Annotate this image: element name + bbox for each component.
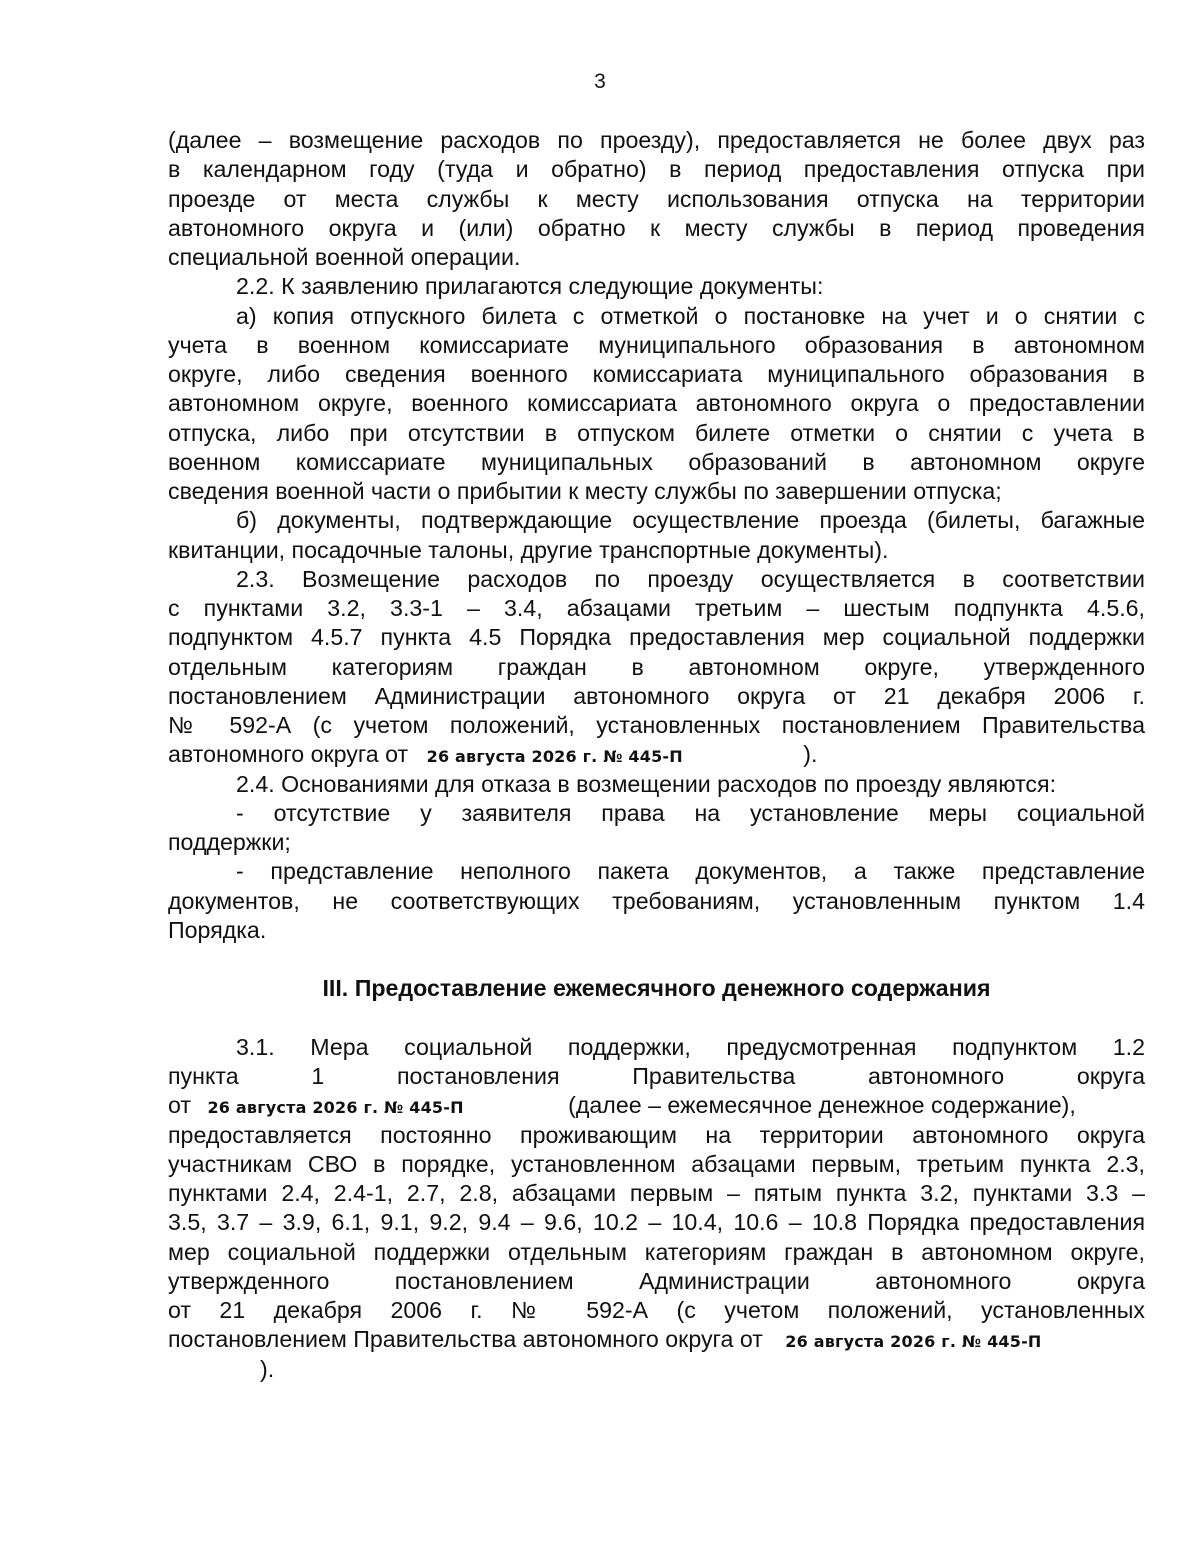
text-fragment: автономного округа от [168,741,409,768]
text-fragment: ). [803,741,818,768]
text-line: пункта 1 постановления Правительства автономного округа [168,1063,1145,1089]
text-line: проезде от места службы к месту использования отпуска на территории [168,185,1145,212]
text-fragment: от [168,1092,192,1119]
text-fragment: (далее – ежемесячное денежное содержание), [568,1092,1076,1119]
paragraph-2-2-b: б) документы, подтверждающие осуществление проезда (билеты, багажные [236,507,1145,534]
text-line: (далее – возмещение расходов по проезду), предоставляется не более двух раз [168,127,1145,153]
text-line-with-stamp [168,1325,1145,1354]
document-body [168,126,1145,1384]
text-line: с пунктами 3.2, 3.3-1 – 3.4, абзацами третьим – шестым подпункта 4.5.6, [168,595,1145,621]
text-line: Порядка. [168,916,267,943]
text-line: поддержки; [168,829,291,855]
paragraph-2-3: 2.3. Возмещение расходов по проезду осуществляется в соответствии [236,565,1145,592]
text-line: отдельным категориям граждан в автономном округе, утвержденного [168,653,1145,680]
text-line: округе, либо сведения военного комиссариата муниципального образования в [168,361,1145,387]
text-line: автономного округа и (или) обратно к месту службы в период проведения [168,214,1145,241]
text-line: отпуска, либо при отсутствии в отпуском билете отметки о снятии с учета в [168,419,1145,446]
text-line-with-stamp [168,740,1145,769]
text-line: постановлением Администрации автономного округа от 21 декабря 2006 г. [168,682,1145,709]
paragraph-2-4-item-2: - представление неполного пакета документов, а также представление [236,858,1145,885]
text-line: № 592-А (с учетом положений, установленных постановлением Правительства [168,712,1145,738]
paragraph-2-4: 2.4. Основаниями для отказа в возмещении расходов по проезду являются: [236,770,1057,797]
text-line: мер социальной поддержки отдельным категориям граждан в автономном округе, [168,1238,1145,1265]
text-line: от 21 декабря 2006 г. № 592-А (с учетом положений, установленных [168,1297,1145,1323]
text-line: подпунктом 4.5.7 пункта 4.5 Порядка предоставления мер социальной поддержки [168,624,1145,651]
text-line: ). [260,1355,275,1382]
page-number: 3 [594,70,606,93]
text-line: квитанции, посадочные талоны, другие транспортные документы). [168,536,889,563]
text-line: участникам СВО в порядке, установленном абзацами первым, третьим пункта 2.3, [168,1150,1145,1177]
paragraph-2-2-a: а) копия отпускного билета с отметкой о постановке на учет и о снятии с [236,302,1145,329]
text-line: утвержденного постановлением Администрации автономного округа [168,1267,1145,1294]
section-heading: III. Предоставление ежемесячного денежного содержания [322,975,991,1002]
text-line: учета в военном комиссариате муниципального образования в автономном [168,331,1145,358]
text-line: автономном округе, военного комиссариата автономного округа о предоставлении [168,390,1145,417]
paragraph-2-4-item-1: - отсутствие у заявителя права на установление меры социальной [236,799,1145,826]
text-line: документов, не соответствующих требованиям, установленным пунктом 1.4 [168,887,1145,914]
text-line: в календарном году (туда и обратно) в период предоставления отпуска при [168,156,1145,183]
text-line: специальной военной операции. [168,244,521,270]
registration-stamp: 26 августа 2026 г. № 445-П [207,1098,464,1118]
text-line: военном комиссариате муниципальных образований в автономном округе [168,448,1145,475]
text-fragment: постановлением Правительства автономного округа от [168,1326,763,1353]
paragraph-3-1: 3.1. Мера социальной поддержки, предусмотренная подпунктом 1.2 [236,1033,1145,1060]
spacer [168,945,1145,974]
registration-stamp: 26 августа 2026 г. № 445-П [785,1332,1042,1352]
text-line: предоставляется постоянно проживающим на территории автономного округа [168,1121,1145,1148]
text-line-with-stamp [168,1091,1145,1120]
paragraph-2-2: 2.2. К заявлению прилагаются следующие документы: [236,273,824,300]
registration-stamp: 26 августа 2026 г. № 445-П [426,747,683,767]
text-line: пунктами 2.4, 2.4-1, 2.7, 2.8, абзацами первым – пятым пункта 3.2, пунктами 3.3 – [168,1180,1145,1206]
text-line: сведения военной части о прибытии к месту службы по завершении отпуска; [168,478,1002,504]
text-line: 3.5, 3.7 – 3.9, 6.1, 9.1, 9.2, 9.4 – 9.6, 10.2 – 10.4, 10.6 – 10.8 Порядка предоставления [168,1209,1145,1236]
spacer [168,1004,1145,1033]
